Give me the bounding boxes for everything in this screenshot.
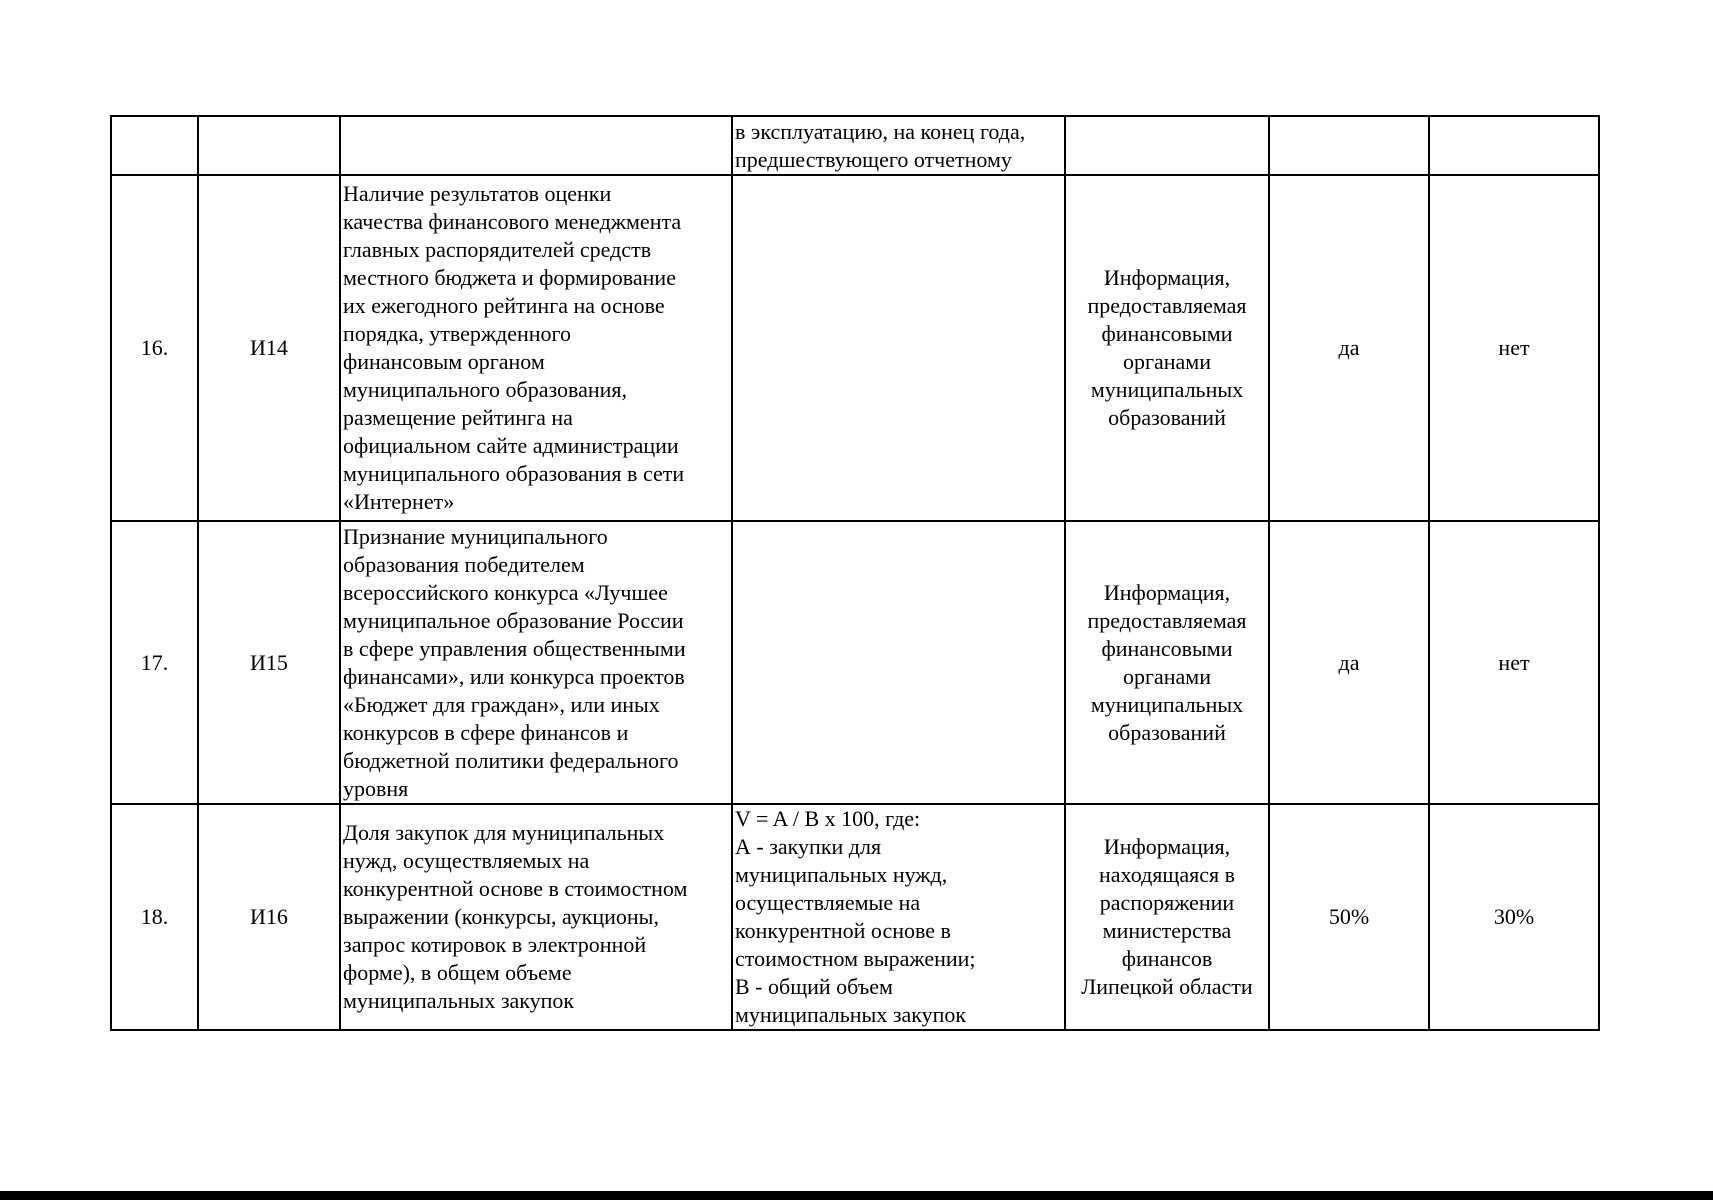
table-row	[111, 116, 1599, 175]
source-cell: Информация, предоставляемая финансовыми органами муниципальных образований	[1065, 175, 1269, 521]
row-number-cell: 17.	[111, 521, 198, 804]
source-cell	[1065, 116, 1269, 175]
table-row	[111, 175, 1599, 521]
indicator-name-cell	[340, 116, 732, 175]
indicator-code-cell: И15	[198, 521, 340, 804]
normative-value-cell: да	[1269, 175, 1429, 521]
indicator-code-cell: И14	[198, 175, 340, 521]
formula-cell	[732, 175, 1065, 521]
row-number-cell: 16.	[111, 175, 198, 521]
indicator-code-cell: И16	[198, 804, 340, 1030]
threshold-value-cell: нет	[1429, 521, 1599, 804]
formula-cell: в эксплуатацию, на конец года, предшествующего отчетному	[732, 116, 1065, 175]
indicator-name-cell: Наличие результатов оценки качества финансового менеджмента главных распорядителей средств местного бюджета и формирование их ежегодного рейтинга на основе порядка, утвержденного финансовым органом муниципального образования, размещение рейтинга на официальном сайте администрации муниципального образования в сети «Интернет»	[340, 175, 732, 521]
source-cell: Информация, находящаяся в распоряжении министерства финансов Липецкой области	[1065, 804, 1269, 1030]
normative-value-cell: 50%	[1269, 804, 1429, 1030]
indicators-table	[110, 115, 1600, 1031]
table-row	[111, 804, 1599, 1030]
source-cell: Информация, предоставляемая финансовыми органами муниципальных образований	[1065, 521, 1269, 804]
indicator-name-cell: Доля закупок для муниципальных нужд, осуществляемых на конкурентной основе в стоимостном выражении (конкурсы, аукционы, запрос котировок в электронной форме), в общем объеме муниципальных закупок	[340, 804, 732, 1030]
threshold-value-cell: 30%	[1429, 804, 1599, 1030]
indicator-code-cell	[198, 116, 340, 175]
table-row	[111, 521, 1599, 804]
row-number-cell: 18.	[111, 804, 198, 1030]
indicator-name-cell: Признание муниципального образования победителем всероссийского конкурса «Лучшее муниципальное образование России в сфере управления общественными финансами», или конкурса проектов «Бюджет для граждан», или иных конкурсов в сфере финансов и бюджетной политики федерального уровня	[340, 521, 732, 804]
formula-cell	[732, 521, 1065, 804]
formula-cell: V = A / B x 100, где: А - закупки для муниципальных нужд, осуществляемые на конкурентной основе в стоимостном выражении; В - общий объем муниципальных закупок	[732, 804, 1065, 1030]
normative-value-cell	[1269, 116, 1429, 175]
scan-bottom-edge	[0, 1191, 1713, 1200]
threshold-value-cell: нет	[1429, 175, 1599, 521]
row-number-cell	[111, 116, 198, 175]
normative-value-cell: да	[1269, 521, 1429, 804]
threshold-value-cell	[1429, 116, 1599, 175]
